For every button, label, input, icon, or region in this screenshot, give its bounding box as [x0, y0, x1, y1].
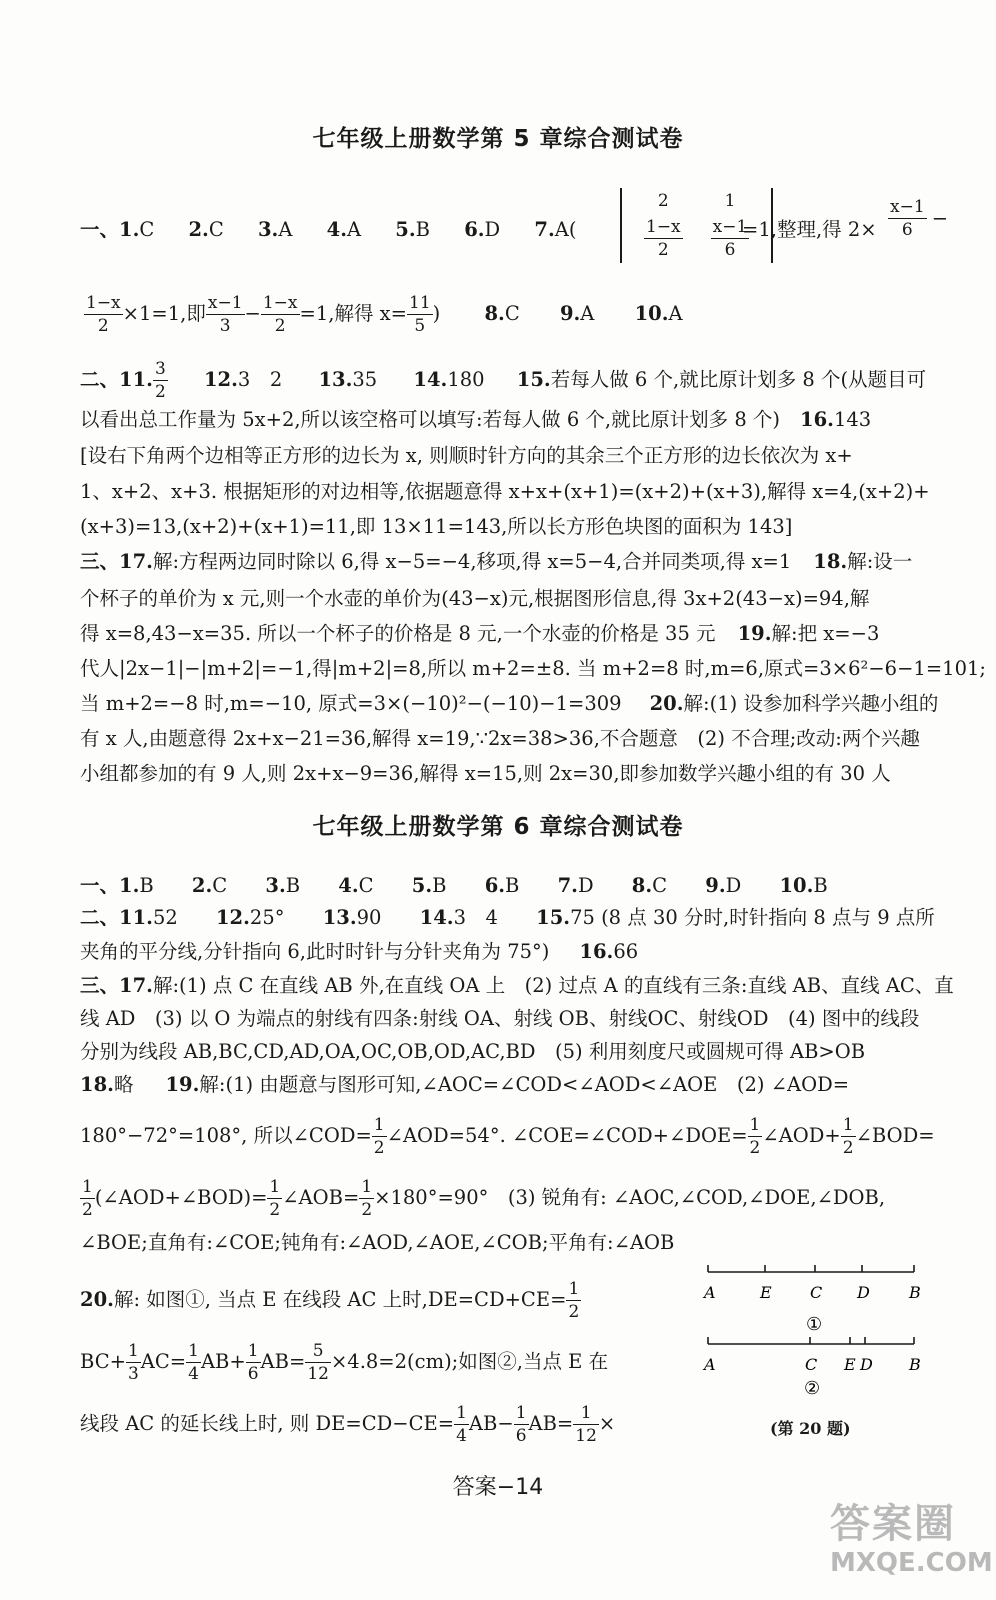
question-number: 18.: [813, 550, 848, 573]
answer: B: [505, 874, 520, 897]
question-number: 2.: [191, 874, 213, 897]
question-number: 14.: [413, 368, 448, 391]
point-label: D: [860, 1355, 873, 1374]
answer-row: [80, 1278, 660, 1323]
answer-text: 180°−72°=108°, 所以∠COD=: [80, 1124, 372, 1147]
denominator: 6: [247, 1364, 259, 1384]
det-cell: 1: [724, 191, 736, 211]
answer: 略: [113, 1073, 134, 1096]
question-number: 13.: [318, 368, 353, 391]
question-number: 8.: [631, 874, 653, 897]
numerator: x−1: [207, 293, 243, 313]
answer-row: [80, 547, 940, 577]
answer-text: ∠AOB=: [282, 1186, 360, 1209]
section-title-ch5: 七年级上册数学第 5 章综合测试卷: [312, 126, 684, 152]
det-cell: x−1: [712, 217, 748, 237]
answer: A: [346, 218, 362, 241]
answer: A: [668, 302, 683, 325]
question-number: 13.: [322, 906, 357, 929]
denominator: 2: [274, 316, 286, 336]
question-number: 9.: [559, 302, 581, 325]
answer-text: [设右下角两个边相等正方形的边长为 x, 则顺时针方向的其余三个正方形的边长依次为 x+: [80, 444, 853, 467]
answer-text: AB−: [468, 1412, 514, 1435]
det-cell: 6: [724, 240, 736, 260]
answer-row: [80, 619, 940, 649]
numerator: 1: [515, 1403, 527, 1423]
answer-text: 1、x+2、x+3. 根据矩形的对边相等,依据题意得 x+x+(x+1)=(x+2)+(x+3),解得 x=4,(x+2)+: [80, 480, 930, 503]
answer-row-tail: [742, 215, 877, 245]
numerator: 1: [842, 1115, 854, 1135]
denominator: 2: [842, 1138, 854, 1158]
question-number: 10.: [779, 874, 814, 897]
numerator: 1: [269, 1177, 281, 1197]
answer-row: [80, 358, 940, 403]
answer-text: ×: [598, 1412, 616, 1435]
answer-row: [80, 1176, 940, 1221]
answer: C: [652, 874, 668, 897]
numerator: 5: [305, 1340, 331, 1363]
answer: 3 2: [237, 368, 283, 391]
question-number: 16.: [800, 408, 834, 431]
answer-text: AB=: [528, 1412, 574, 1435]
answer-row: [80, 903, 940, 933]
question-number: 12.: [203, 368, 238, 391]
answer-text: (∠AOD+∠BOD)=: [94, 1186, 268, 1209]
question-number: 二、11.: [80, 906, 153, 929]
answer: B: [285, 874, 301, 897]
answer-text: 以看出总工作量为 5x+2,所以该空格可以填写:若每人做 6 个,就比原计划多 8 个): [80, 408, 781, 431]
page-footer: 答案−14: [452, 1475, 544, 1500]
answer: 66: [613, 940, 639, 963]
numerator: 1−x: [262, 293, 298, 313]
numerator: 1: [373, 1115, 385, 1135]
question-number: 4.: [326, 218, 347, 241]
answer: 75 (8 点 30 分时,时针指向 8 点与 9 点所: [570, 906, 935, 929]
answer-text: ∠AOD=54°. ∠COE=∠COD+∠DOE=: [386, 1124, 748, 1147]
answer-text: ∠BOE;直角有:∠COE;钝角有:∠AOD,∠AOE,∠COB;平角有:∠AOB: [80, 1231, 675, 1254]
answer-text: ×1=1,即: [122, 302, 206, 325]
numerator: 1: [749, 1115, 761, 1135]
point-label: C: [810, 1283, 823, 1302]
numerator: 1−x: [86, 293, 121, 313]
answer: B: [432, 874, 447, 897]
answer: D: [577, 874, 594, 897]
answer-row: [80, 1340, 660, 1385]
answer-row: [80, 1114, 940, 1159]
answer-text: 个杯子的单价为 x 元,则一个水壶的单价为(43−x)元,根据图形信息,得 3x+2(43−x)=94,解: [80, 587, 870, 610]
denominator: 2: [154, 382, 166, 402]
section-title-ch6: 七年级上册数学第 6 章综合测试卷: [312, 814, 684, 840]
answer: C: [504, 302, 520, 325]
question-number: 一、1.: [80, 218, 140, 241]
answer: 若每人做 6 个,就比原计划多 8 个(从题目可: [550, 368, 927, 391]
denominator: 5: [414, 316, 426, 336]
answer-text: BC+: [80, 1350, 126, 1373]
answer: A(: [554, 218, 577, 241]
question-number: 9.: [705, 874, 726, 897]
numerator: 1: [127, 1341, 139, 1361]
answer: B: [139, 874, 154, 897]
answer-text: 有 x 人,由题意得 2x+x−21=36,解得 x=19,∵2x=38>36,不合题意 (2) 不合理;改动:两个兴趣: [80, 727, 920, 750]
answer-text: 线段 AC 的延长线上时, 则 DE=CD−CE=: [80, 1412, 455, 1435]
answer-row: [84, 292, 944, 337]
point-label: B: [909, 1283, 921, 1302]
denominator: 4: [456, 1426, 467, 1446]
answer-row: [80, 1070, 940, 1100]
answer: A: [580, 302, 595, 325]
question-number: 14.: [419, 906, 454, 929]
question-number: 一、1.: [80, 874, 140, 897]
answer-text: =1,解得 x=: [299, 302, 407, 325]
denominator: 3: [219, 316, 231, 336]
answer-row: [80, 405, 940, 435]
answer-text: 代人|2x−1|−|m+2|=−1,得|m+2|=8,所以 m+2=±8. 当 m+2=8 时,m=6,原式=3×6²−6−1=101;: [80, 657, 986, 680]
denominator: 2: [97, 316, 109, 336]
point-label: E: [760, 1283, 772, 1302]
answer-text: AB=: [260, 1350, 306, 1373]
point-label: C: [805, 1355, 818, 1374]
question-number: 三、17.: [80, 550, 153, 573]
question-number: 12.: [215, 906, 250, 929]
question-number: 20.: [80, 1288, 114, 1311]
question-number: 3.: [257, 218, 279, 241]
question-number: 7.: [557, 874, 578, 897]
answer-text: 解:(1) 点 C 在直线 AB 外,在直线 OA 上 (2) 过点 A 的直线有三条:直线 AB、直线 AC、直: [152, 974, 954, 997]
denominator: 12: [307, 1364, 329, 1384]
numerator: x−1: [890, 197, 925, 217]
watermark-text: 答案圈: [830, 1501, 956, 1547]
answer-text: 夹角的平分线,分针指向 6,此时时针与分针夹角为 75°): [80, 940, 550, 963]
question-number: 8.: [484, 302, 505, 325]
question-number: 19.: [737, 622, 772, 645]
point-label: A: [704, 1355, 716, 1374]
answer: C: [212, 874, 228, 897]
question-number: 20.: [649, 692, 684, 715]
question-number: 18.: [80, 1073, 114, 1096]
denominator: 6: [901, 220, 913, 240]
numerator: 1: [568, 1279, 580, 1299]
question-number: 6.: [484, 874, 506, 897]
question-number: 5.: [395, 218, 416, 241]
denominator: 12: [575, 1426, 597, 1446]
question-number: 二、11.: [80, 368, 153, 391]
answer-row: [80, 689, 940, 719]
det-cell: 1−x: [646, 217, 681, 237]
answer-text: 分别为线段 AB,BC,CD,AD,OA,OC,OB,OD,AC,BD (5) 利用刻度尺或圆规可得 AB>OB: [80, 1040, 866, 1063]
question-number: 三、17.: [80, 974, 153, 997]
answer-text: ): [432, 302, 441, 325]
answer-text: −: [244, 302, 261, 325]
answer-text: 解:方程两边同时除以 6,得 x−5=−4,移项,得 x=5−4,合并同类项,得 x=1: [152, 550, 792, 573]
answer-text: 得 x=8,43−x=35. 所以一个杯子的价格是 8 元,一个水壶的价格是 35 元: [80, 622, 716, 645]
denominator: 2: [568, 1302, 580, 1322]
answer: 143: [833, 408, 872, 431]
question-number: 3.: [265, 874, 286, 897]
denominator: 2: [361, 1200, 373, 1220]
figure-caption: (第 20 题): [770, 1419, 851, 1438]
answer-text: ∠AOD+: [762, 1124, 841, 1147]
denominator: 6: [515, 1426, 527, 1446]
answer-text: 线 AD (3) 以 O 为端点的射线有四条:射线 OA、射线 OB、射线OC、射线OD (4) 图中的线段: [80, 1007, 920, 1030]
watermark-logo: [830, 1500, 993, 1595]
answer-text: 解:把 x=−3: [771, 622, 880, 645]
det-cell: 2: [657, 240, 669, 260]
denominator: 2: [269, 1200, 281, 1220]
answer: 3 4: [453, 906, 498, 929]
point-label: D: [857, 1283, 870, 1302]
numerator: 1: [573, 1402, 599, 1425]
question-number: 15.: [516, 368, 551, 391]
question-number: 7.: [534, 218, 555, 241]
figure-mark: ②: [804, 1378, 821, 1399]
answer: A: [278, 218, 293, 241]
answer-text: ∠BOD=: [855, 1124, 935, 1147]
answer: C: [358, 874, 374, 897]
answer: B: [813, 874, 828, 897]
answer-text: (x+3)=13,(x+2)+(x+1)=11,即 13×11=143,所以长方形色块图的面积为 143]: [80, 515, 793, 538]
denominator: 4: [188, 1364, 199, 1384]
denominator: 3: [127, 1364, 139, 1384]
denominator: 2: [749, 1138, 761, 1158]
question-number: 2.: [188, 218, 209, 241]
answer: 25°: [249, 906, 285, 929]
figure-2: [702, 1337, 921, 1399]
numerator: 11: [409, 293, 431, 313]
denominator: 2: [82, 1200, 93, 1220]
point-label: B: [909, 1355, 921, 1374]
point-label: E: [844, 1355, 856, 1374]
numerator: 1: [247, 1341, 259, 1361]
answer-row: [80, 937, 940, 967]
question-number: 19.: [165, 1073, 200, 1096]
question-number: 5.: [411, 874, 433, 897]
figure-1: [702, 1265, 921, 1335]
numerator: 1: [456, 1403, 467, 1423]
answer: B: [415, 218, 430, 241]
numerator: 1: [361, 1177, 373, 1197]
answer-row: [80, 971, 954, 1001]
numerator: 1: [82, 1177, 93, 1197]
denominator: 2: [373, 1138, 385, 1158]
answer-text: AC=: [140, 1350, 187, 1373]
answer-text: 当 m+2=−8 时,m=−10, 原式=3×(−10)²−(−10)−1=309: [80, 692, 622, 715]
answer-text: 小组都参加的有 9 人,则 2x+x−9=36,解得 x=15,则 2x=30,即参加数学兴趣小组的有 30 人: [80, 762, 891, 785]
question-number: 6.: [464, 218, 485, 241]
det-cell: 2: [657, 191, 669, 211]
answer-text: ×4.8=2(cm);如图②,当点 E 在: [330, 1350, 609, 1373]
answer-text: 解: 如图①, 当点 E 在线段 AC 上时,DE=CD+CE=: [113, 1288, 567, 1311]
watermark-url: MXQE.COM: [830, 1548, 993, 1578]
answer-text: −: [931, 207, 949, 230]
answer-text: 解:(1) 由题意与图形可知,∠AOC=∠COD<∠AOD<∠AOE (2) ∠AOD=: [199, 1073, 850, 1096]
fraction: [888, 196, 948, 241]
question-number: 4.: [338, 874, 359, 897]
figure-mark: ①: [806, 1314, 823, 1335]
question-number: 16.: [579, 940, 614, 963]
answer: 35: [352, 368, 378, 391]
answer: 180: [447, 368, 485, 391]
numerator: 3: [154, 359, 166, 379]
numerator: 1: [188, 1341, 199, 1361]
answer-text: 解:(1) 设参加科学兴趣小组的: [683, 692, 939, 715]
answer: D: [484, 218, 501, 241]
answer-text: AB+: [200, 1350, 246, 1373]
point-label: A: [704, 1283, 716, 1302]
answer: C: [139, 218, 155, 241]
answer: 90: [356, 906, 382, 929]
answer-text: =1,整理,得 2×: [742, 218, 877, 241]
answer: C: [208, 218, 224, 241]
answer-text: ×180°=90° (3) 锐角有: ∠AOC,∠COD,∠DOE,∠DOB,: [374, 1186, 886, 1209]
answer-row: [80, 871, 940, 901]
answer-text: 解:设一: [847, 550, 913, 573]
question-number: 15.: [536, 906, 571, 929]
question-number: 10.: [634, 302, 669, 325]
answer: D: [725, 874, 742, 897]
answer-row: [80, 1402, 660, 1447]
answer: 52: [152, 906, 178, 929]
